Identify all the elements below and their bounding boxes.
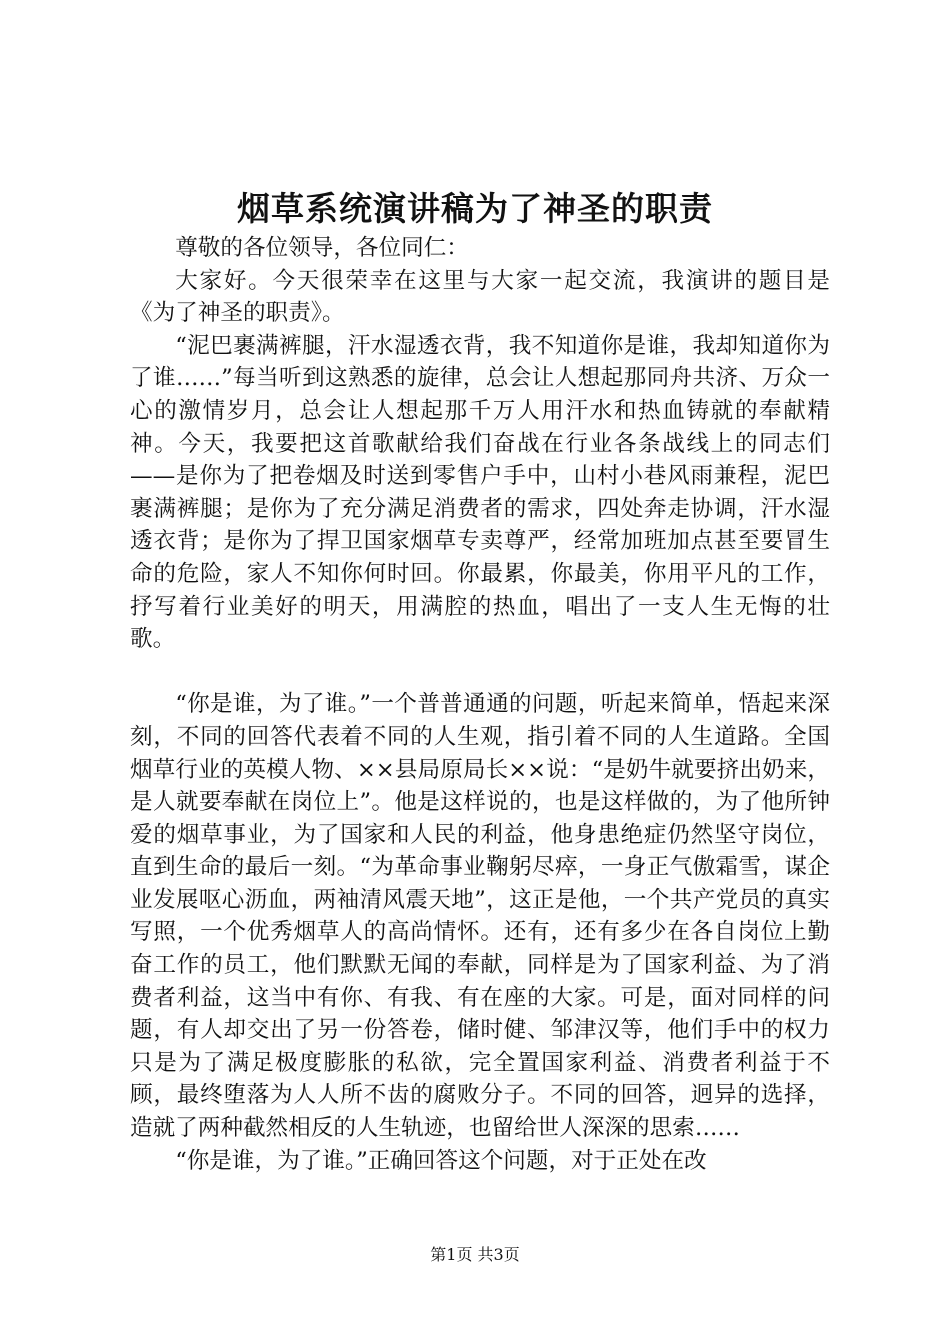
paragraph-greeting: 大家好。今天很荣幸在这里与大家一起交流，我演讲的题目是《为了神圣的职责》。 [130, 267, 830, 327]
document-title: 烟草系统演讲稿为了神圣的职责 [237, 189, 713, 228]
paragraph-song: “泥巴裹满裤腿，汗水湿透衣背，我不知道你是谁，我却知道你为了谁……”每当听到这熟悉的旋律，总会让人想起那同舟共济、万众一心的激情岁月，总会让人想起那千万人用汗水和热血铸就的奉献精神。今天，我要把这首歌献给我们奋战在行业各条战线上的同志们——是你为了把卷烟及时送到零售户手中，山村小巷风雨兼程，泥巴裹满裤腿；是你为了充分满足消费者的需求，四处奔走协调，汗水湿透衣背；是你为了捍卫国家烟草专卖尊严，经常加班加点甚至要冒生命的危险，家人不知你何时回。你最累，你最美，你用平凡的工作，抒写着行业美好的明天，用满腔的热血，唱出了一支人生无悔的壮歌。 [130, 332, 830, 653]
paragraph-who-are-you: “你是谁，为了谁。”一个普普通通的问题，听起来简单，悟起来深刻，不同的回答代表着不同的人生观，指引着不同的人生道路。全国烟草行业的英模人物、××县局原局长××说：“是奶牛就要挤出奶来，是人就要奉献在岗位上”。他是这样说的，也是这样做的，为了他所钟爱的烟草事业，为了国家和人民的利益，他身患绝症仍然坚守岗位，直到生命的最后一刻。“为革命事业鞠躬尽瘁，一身正气傲霜雪，谋企业发展呕心沥血，两袖清风震天地”，这正是他，一个共产党员的真实写照，一个优秀烟草人的高尚情怀。还有，还有多少在各自岗位上勤奋工作的员工，他们默默无闻的奉献，同样是为了国家利益、为了消费者利益，这当中有你、有我、有在座的大家。可是，面对同样的问题，有人却交出了另一份答卷，储时健、邹津汉等，他们手中的权力只是为了满足极度膨胀的私欲，完全置国家利益、消费者利益于不顾，最终堕落为人人所不齿的腐败分子。不同的回答，迥异的选择，造就了两种截然相反的人生轨迹，也留给世人深深的思索…… [130, 691, 830, 1142]
document-body [130, 232, 830, 1177]
paragraph-continued: “你是谁，为了谁。”正确回答这个问题，对于正处在改 [175, 1147, 707, 1174]
page-number: 第1页 共3页 [430, 1245, 520, 1264]
paragraph-salutation: 尊敬的各位领导，各位同仁： [175, 235, 469, 261]
